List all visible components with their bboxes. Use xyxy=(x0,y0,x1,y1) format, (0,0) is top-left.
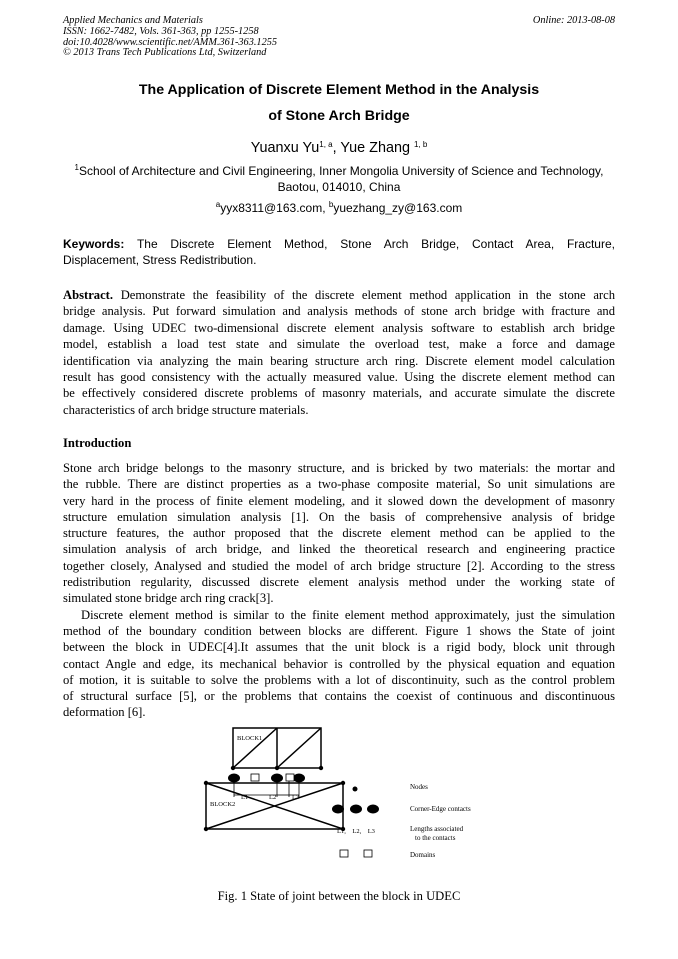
legend-domains-label: Domains xyxy=(410,851,436,859)
affiliation-line1: School of Architecture and Civil Engineering, Inner Mongolia University of Science and Technology, xyxy=(78,164,604,178)
block1-label: BLOCK1 xyxy=(237,735,263,742)
intro-line: very hard in the process of finite element modeling, and it slowed down the development of masonry xyxy=(63,493,615,508)
email-b-sup: b xyxy=(328,200,334,209)
legend-contacts-label: Corner-Edge contacts xyxy=(410,805,471,813)
legend-domain-symbol xyxy=(340,850,348,857)
author-2: Yue Zhang xyxy=(340,140,414,156)
legend-lengths-label1: Lengths associated xyxy=(410,825,464,833)
abstract-line: result has good consistency with the actually measured value. Using the discrete element method can xyxy=(63,370,615,385)
affiliation xyxy=(63,164,615,195)
copyright-line: © 2013 Trans Tech Publications Ltd, Switzerland xyxy=(63,47,267,59)
intro-line: simulation analysis of arch bridge, and linked the theoretical research and engineering practice xyxy=(63,542,615,557)
intro-line: simulated stone bridge arch ring crack[3]. xyxy=(63,591,274,606)
author-1-sup: 1, a xyxy=(319,140,333,149)
abstract-line: model, establish a load test state and simulate the overload test, make a force and damage xyxy=(63,337,615,352)
affiliation-sup: 1 xyxy=(74,163,79,172)
node-marker xyxy=(204,781,208,785)
doi-line: doi:10.4028/www.scientific.net/AMM.361-363.1255 xyxy=(63,36,278,48)
affiliation-line2: Baotou, 014010, China xyxy=(277,179,401,194)
node-marker xyxy=(275,766,279,770)
domain-marker xyxy=(286,774,294,781)
l1-label: L1 xyxy=(241,794,249,801)
intro-line: the rubble. There are distinct properties as a two-phase composite material, So unit simulations are xyxy=(63,477,615,492)
l3-label: L3 xyxy=(292,794,300,801)
abstract-line: damage. Using UDEC two-dimensional discrete element analysis software to establish arch bridge xyxy=(63,320,615,335)
domain-marker xyxy=(251,774,259,781)
figure-caption: Fig. 1 State of joint between the block in UDEC xyxy=(217,889,461,903)
intro-line: structure features, the author proposed that the discrete element method can be applied to the xyxy=(63,526,615,541)
block1-diagonal xyxy=(277,728,321,768)
online-date: Online: 2013-08-08 xyxy=(532,15,615,26)
node-marker xyxy=(341,781,345,785)
legend-contact-symbol xyxy=(367,805,379,814)
keywords-line2: Displacement, Stress Redistribution. xyxy=(63,253,257,267)
udec-joint-figure xyxy=(200,725,500,870)
legend-contact-symbol xyxy=(332,805,344,814)
legend-contact-symbol xyxy=(350,805,362,814)
emails xyxy=(63,201,615,215)
abstract-line: be effectively considered discrete problems of masonry materials, and accurate simulate the discrete xyxy=(63,386,615,401)
node-marker xyxy=(204,827,208,831)
intro-line: deformation [6]. xyxy=(63,705,146,720)
intro-line: of motion, it is suitable to solve the problems with a lot of discontinuity, such as the control problem xyxy=(63,672,615,687)
email-b: yuezhang_zy@163.com xyxy=(333,201,463,215)
node-marker xyxy=(231,766,235,770)
legend-node-symbol xyxy=(353,787,358,792)
abstract xyxy=(63,287,615,418)
section-heading-introduction: Introduction xyxy=(63,436,132,450)
legend-nodes-label: Nodes xyxy=(410,783,428,791)
legend-domain-symbol xyxy=(364,850,372,857)
abstract-label: Abstract. xyxy=(63,288,114,302)
email-a: yyx8311@163.com, xyxy=(220,201,329,215)
journal-name: Applied Mechanics and Materials xyxy=(63,15,203,26)
author-1: Yuanxu Yu xyxy=(250,140,320,156)
introduction-body xyxy=(63,460,615,721)
node-marker xyxy=(319,766,323,770)
paper-title-line2: of Stone Arch Bridge xyxy=(268,108,410,124)
abstract-line: identification via analyzing the main bearing structure arch ring. Discrete element model calculation xyxy=(63,353,615,368)
author-separator: , xyxy=(332,140,341,156)
abstract-line: characteristics of arch bridge structure materials. xyxy=(63,402,309,417)
l2-label: L2 xyxy=(269,794,277,801)
intro-line: structure emulation simulation analysis [1]. On the basis of comprehensive analysis of bridge xyxy=(63,509,615,524)
abstract-line: Demonstrate the feasibility of the discrete element method application in the stone arch xyxy=(113,288,615,302)
issn-line: ISSN: 1662-7482, Vols. 361-363, pp 1255-1258 xyxy=(63,25,259,37)
paper-title-line1: The Application of Discrete Element Method in the Analysis xyxy=(138,82,540,98)
intro-line: contact Angle and edge, its mechanical behavior is controlled by the physical equation and equation xyxy=(63,656,615,671)
legend-lengths-label2: to the contacts xyxy=(415,834,456,842)
abstract-line: bridge analysis. Put forward simulation and analysis methods of stone arch bridge with fracture and xyxy=(63,304,615,319)
block1-diagonal xyxy=(233,728,277,768)
intro-line: together closely, Analysed and studied the model of arch bridge structure [2]. According to the stress xyxy=(63,558,615,573)
intro-line: Discrete element method is similar to the finite element method approximately, just the simulation xyxy=(81,607,615,622)
keywords-label: Keywords: xyxy=(63,237,125,251)
keywords-line1: The Discrete Element Method, Stone Arch Bridge, Contact Area, Fracture, xyxy=(124,237,615,251)
contact-marker xyxy=(228,774,240,783)
intro-line: redistribution regularity, discussed discrete element analysis method under the working state of xyxy=(63,575,615,590)
contact-marker xyxy=(293,774,305,783)
email-a-sup: a xyxy=(215,200,221,209)
intro-line: between the block in UDEC[4].It assumes that the unit block is a rigid body, block unit through xyxy=(63,640,615,655)
journal-header xyxy=(63,16,483,59)
intro-line: method of the boundary condition between blocks are different. Figure 1 shows the State of joint xyxy=(63,623,615,638)
intro-line: of structural surface [5], or the problems that contains the coexist of continuous and discontinuous xyxy=(63,689,615,704)
authors xyxy=(63,140,615,156)
contact-marker xyxy=(271,774,283,783)
block2-label: BLOCK2 xyxy=(210,801,236,808)
legend-lengths-symbol: L1, L2, L3 xyxy=(337,828,375,835)
intro-line: Stone arch bridge belongs to the masonry structure, and is bricked by two materials: the mortar and xyxy=(63,461,615,475)
author-2-sup: 1, b xyxy=(413,140,428,149)
keywords xyxy=(63,236,615,268)
